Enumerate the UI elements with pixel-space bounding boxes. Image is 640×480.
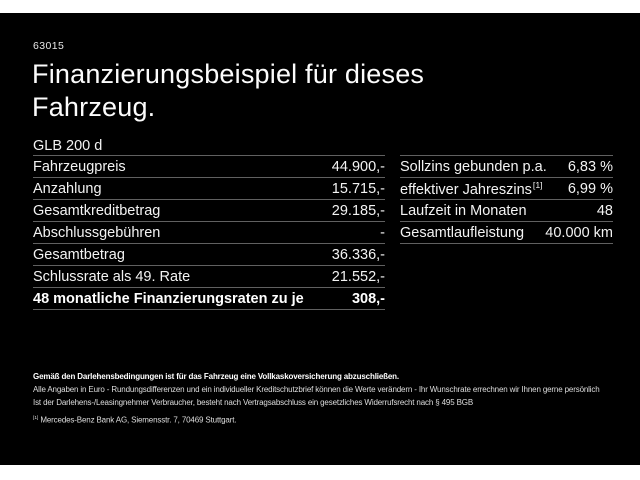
row-value: 44.900,-	[331, 158, 385, 175]
table-row	[33, 200, 385, 222]
offer-code: 63015	[33, 40, 65, 52]
table-row	[33, 266, 385, 288]
row-value: 48	[596, 202, 613, 219]
table-row	[400, 156, 613, 178]
fine-print	[33, 370, 623, 427]
fine-print-withdrawal-note: Ist der Darlehens-/Leasingnehmer Verbraucher, besteht nach Vertragsabschluss ein gesetzliches Widerrufsrecht nach § 495 BGB	[33, 398, 474, 407]
footnote-marker: [1]	[33, 416, 39, 421]
row-label: Abschlussgebühren	[33, 224, 161, 241]
row-label: Anzahlung	[33, 180, 102, 197]
fine-print-insurance-note: Gemäß den Darlehensbedingungen ist für das Fahrzeug eine Vollkaskoversicherung abzuschließen.	[33, 372, 399, 381]
finance-table	[33, 136, 385, 310]
footnote-marker: [1]	[532, 179, 543, 190]
row-label: Gesamtbetrag	[33, 246, 125, 263]
row-label: Laufzeit in Monaten	[400, 202, 527, 219]
row-value: 36.336,-	[331, 246, 385, 263]
table-row	[400, 222, 613, 244]
row-label: Gesamtlaufleistung	[400, 224, 525, 241]
row-label: Schlussrate als 49. Rate	[33, 268, 191, 285]
vehicle-model-label: GLB 200 d	[33, 137, 103, 154]
row-value: 308,-	[351, 290, 385, 307]
row-value: 40.000 km	[545, 224, 613, 241]
row-label: effektiver Jahreszins[1]	[400, 179, 543, 198]
row-label: Fahrzeugpreis	[33, 158, 126, 175]
table-row	[400, 178, 613, 200]
vehicle-model	[33, 136, 385, 156]
table-row	[33, 178, 385, 200]
row-label: 48 monatliche Finanzierungsraten zu je	[33, 290, 304, 307]
row-label: Sollzins gebunden p.a.	[400, 158, 547, 175]
table-row	[400, 200, 613, 222]
conditions-table	[400, 155, 613, 244]
row-value: 6,83 %	[567, 158, 613, 175]
table-row	[33, 222, 385, 244]
row-value: 15.715,-	[331, 180, 385, 197]
fine-print-footnote	[33, 412, 623, 427]
fine-print-disclaimer: Alle Angaben in Euro - Rundungsdifferenzen und ein individueller Kreditschutzbrief können die Werte verändern - Ihr Wunschrate errechnen wir Ihnen gerne persönlich	[33, 385, 600, 394]
slide-panel	[0, 13, 640, 465]
row-value: 6,99 %	[567, 180, 613, 197]
table-row-monthly-rate	[33, 288, 385, 310]
table-row	[33, 244, 385, 266]
footnote-text: Mercedes-Benz Bank AG, Siemensstr. 7, 70469 Stuttgart.	[40, 415, 237, 425]
row-value: -	[380, 224, 385, 241]
row-value: 29.185,-	[331, 202, 385, 219]
table-row	[33, 156, 385, 178]
row-value: 21.552,-	[331, 268, 385, 285]
row-label: Gesamtkreditbetrag	[33, 202, 161, 219]
page-title: Finanzierungsbeispiel für dieses Fahrzeug.	[32, 59, 425, 122]
